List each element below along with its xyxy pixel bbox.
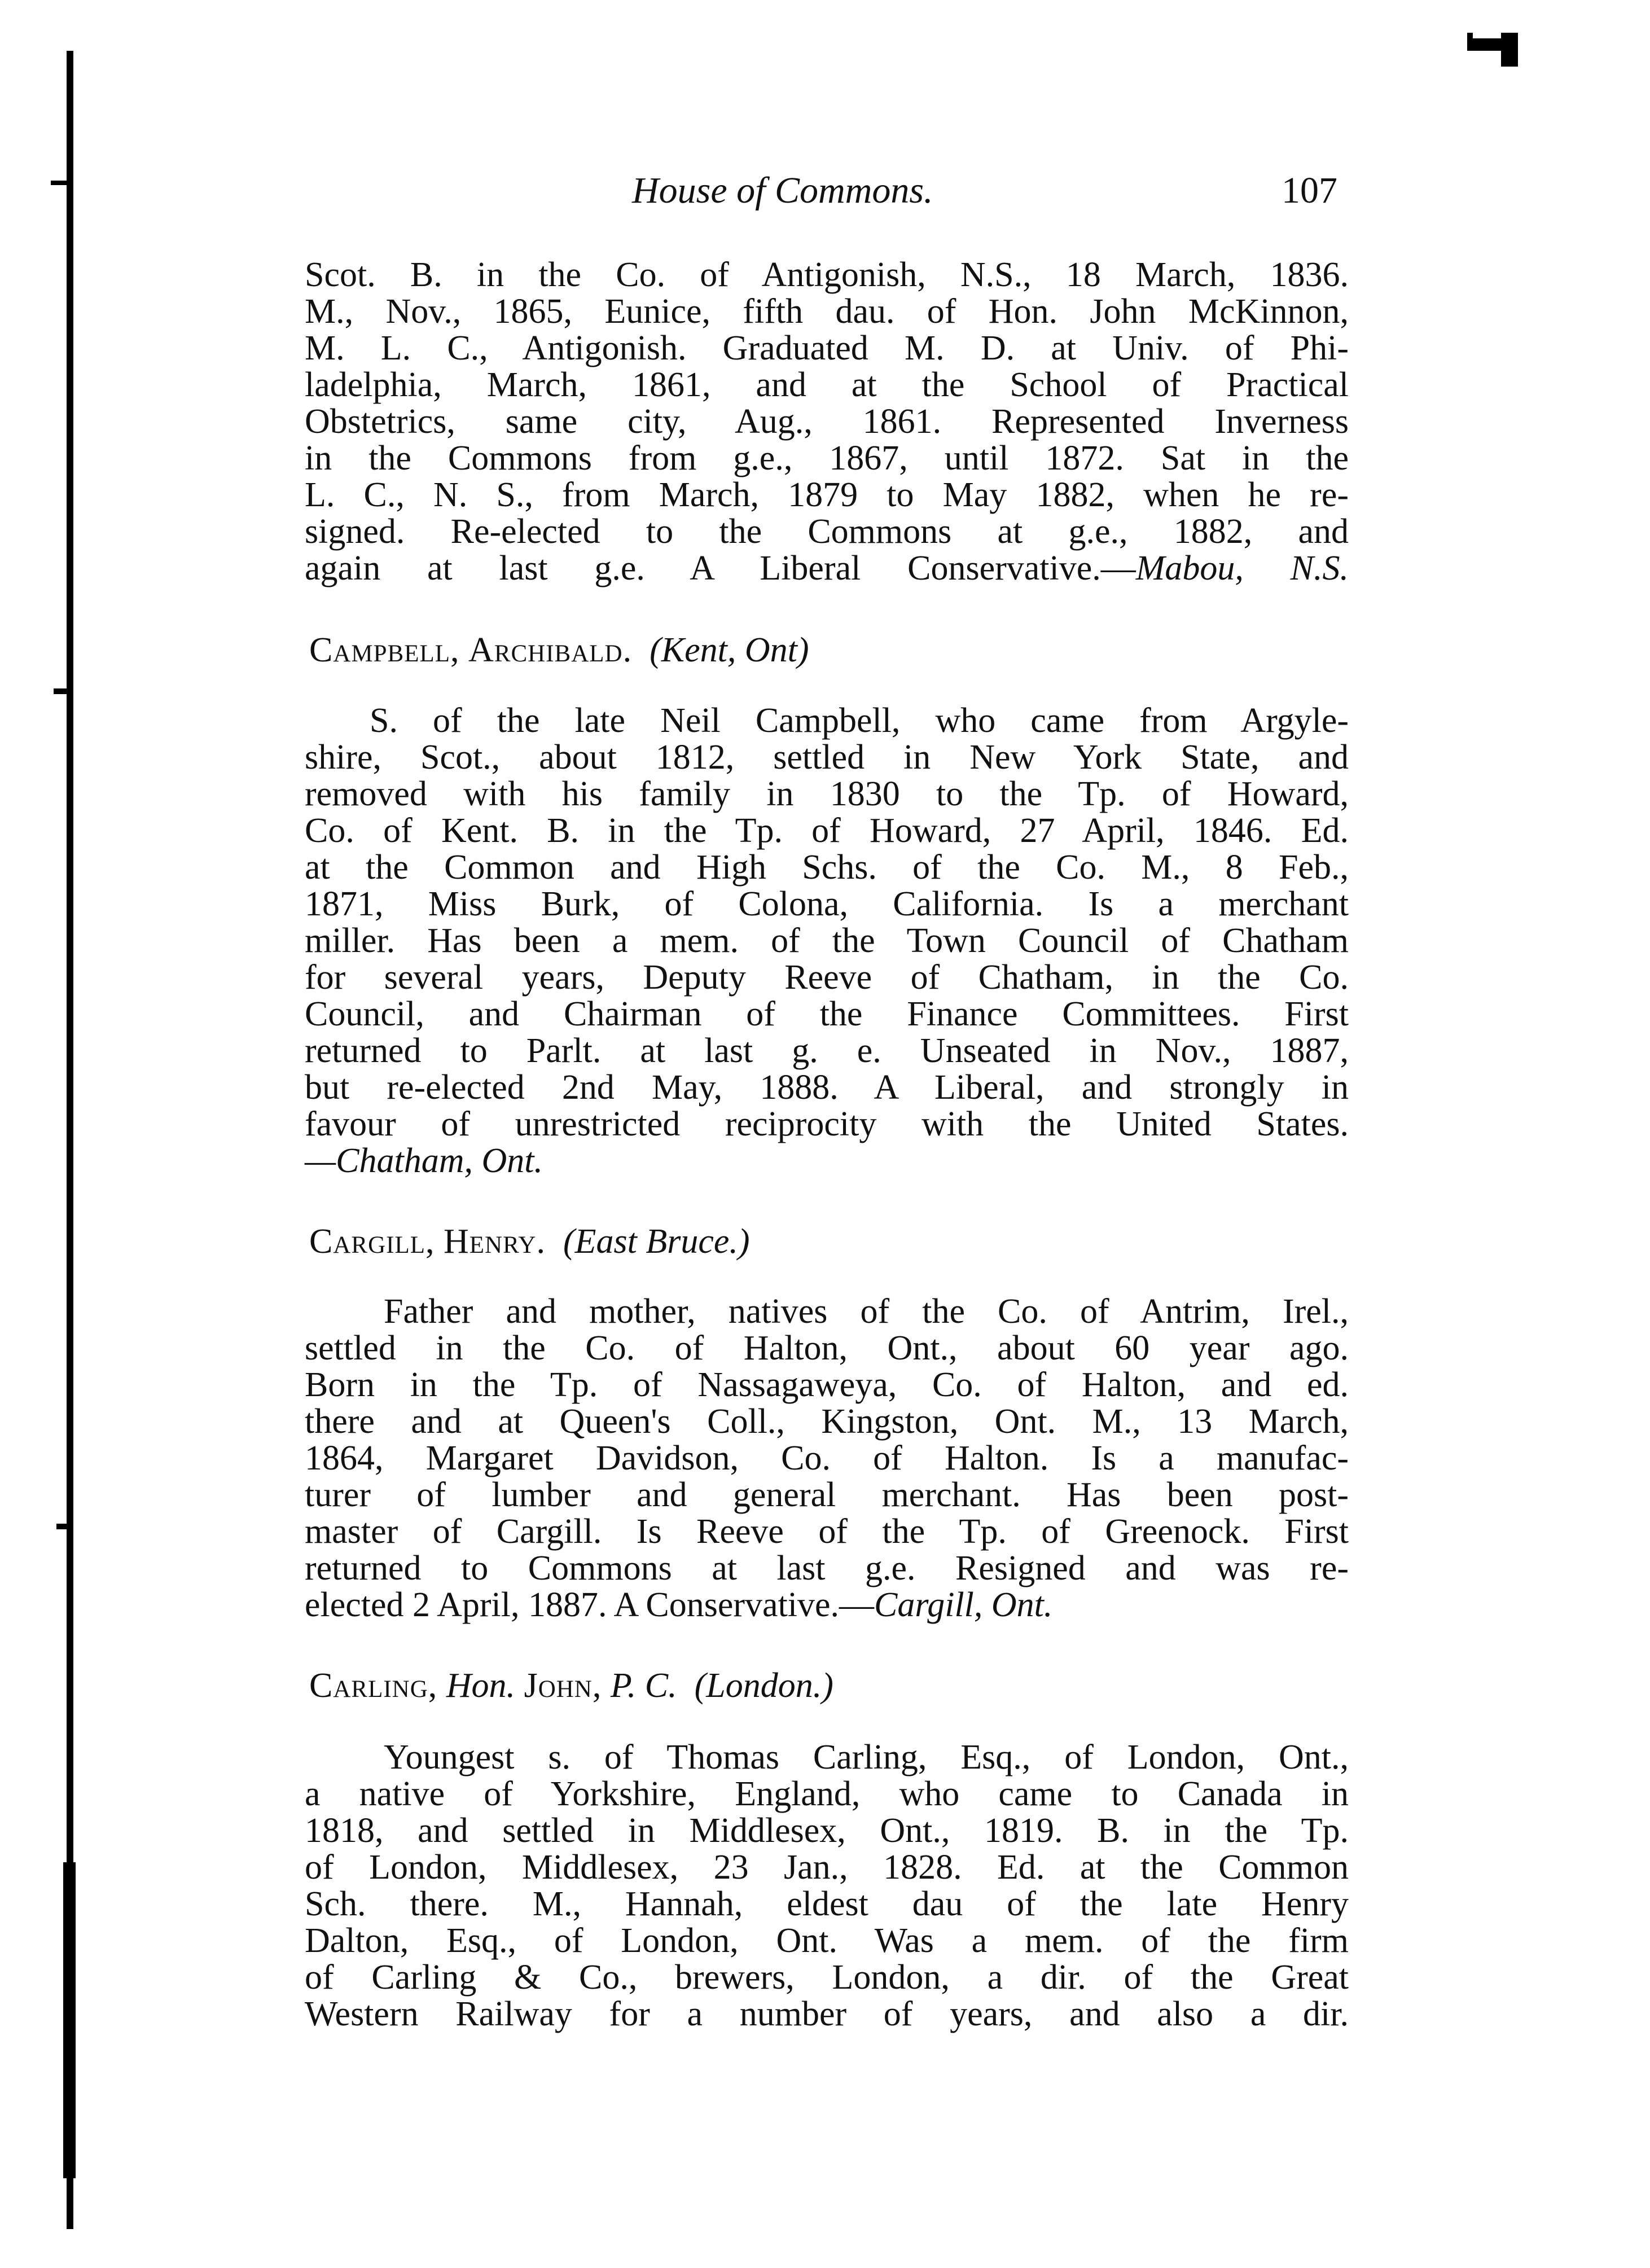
text-line: elected 2 April, 1887. A Conservative.—Cargill, Ont. [305,1586,1053,1624]
entry-heading-cargill [309,1223,750,1260]
binding-notch [54,688,73,694]
text-line: again at last g.e. A Liberal Conservative.—Mabou, N.S. [305,549,1349,587]
text-line: 1818, and settled in Middlesex, Ont., 1819. B. in the Tp. [305,1811,1349,1850]
text-line: Youngest s. of Thomas Carling, Esq., of London, Ont., [384,1738,1349,1776]
constituency: (London.) [694,1666,833,1705]
surname: Campbell, [309,631,460,669]
surname: Cargill, [309,1222,435,1261]
honorific: Hon. [446,1666,516,1705]
text-line: there and at Queen's Coll., Kingston, Ont. M., 13 March, [305,1402,1349,1441]
text-line: of Carling & Co., brewers, London, a dir. of the Great [305,1958,1349,1997]
text-line: Council, and Chairman of the Finance Committees. First [305,995,1349,1033]
text-line: M., Nov., 1865, Eunice, fifth dau. of Hon. John McKinnon, [305,292,1349,331]
text-line: returned to Commons at last g.e. Resigned and was re- [305,1549,1349,1587]
text-line: 1864, Margaret Davidson, Co. of Halton. Is a manufac- [305,1439,1349,1477]
residence: Cargill, Ont. [874,1586,1053,1624]
text-line: favour of unrestricted reciprocity with the United States. [305,1105,1349,1143]
constituency: (Kent, Ont) [650,631,809,669]
text-line: S. of the late Neil Campbell, who came from Argyle- [370,701,1349,740]
scan-corner-mark [1467,33,1518,72]
text-line: removed with his family in 1830 to the Tp. of Howard, [305,775,1349,813]
constituency: (East Bruce.) [563,1222,750,1261]
title: P. C. [610,1666,677,1705]
given-name: Henry. [444,1222,546,1261]
binding-notch [56,1524,73,1529]
residence: Mabou, N.S. [1135,549,1349,587]
text-line: a native of Yorkshire, England, who came to Canada in [305,1775,1349,1813]
text-line: L. C., N. S., from March, 1879 to May 1882, when he re- [305,476,1349,514]
text-line: settled in the Co. of Halton, Ont., about 60 year ago. [305,1329,1349,1367]
page-number: 107 [1282,170,1337,211]
text-line: M. L. C., Antigonish. Graduated M. D. at Univ. of Phi- [305,329,1349,367]
text-line: Western Railway for a number of years, and also a dir. [305,1995,1349,2033]
text-line: master of Cargill. Is Reeve of the Tp. of Greenock. First [305,1512,1349,1551]
given-name: Archibald. [468,631,633,669]
entry-continuation-body [305,257,1349,587]
running-head [632,169,1337,220]
text-line: returned to Parlt. at last g. e. Unseated in Nov., 1887, [305,1032,1349,1070]
text-line: Father and mother, natives of the Co. of Antrim, Irel., [384,1292,1349,1331]
entry-body-campbell [305,703,1349,1179]
binding-notch [51,181,73,185]
text-line: but re-elected 2nd May, 1888. A Liberal, and strongly in [305,1068,1349,1107]
running-title: House of Commons. [632,170,933,211]
text-line: Scot. B. in the Co. of Antigonish, N.S., 18 March, 1836. [305,256,1349,294]
entry-body-cargill [305,1293,1349,1624]
text-line: of London, Middlesex, 23 Jan., 1828. Ed. at the Common [305,1848,1349,1887]
entry-heading-carling [309,1668,833,1704]
text-line: signed. Re-elected to the Commons at g.e., 1882, and [305,512,1349,551]
binding-edge-thick [63,1862,76,2178]
text-line: 1871, Miss Burk, of Colona, California. Is a merchant [305,885,1349,923]
residence: —Chatham, Ont. [305,1142,543,1180]
given-name: John, [524,1666,602,1705]
entry-body-carling [305,1739,1349,2033]
text-line: miller. Has been a mem. of the Town Council of Chatham [305,922,1349,960]
text-line: for several years, Deputy Reeve of Chatham, in the Co. [305,958,1349,997]
text-line: turer of lumber and general merchant. Has been post- [305,1476,1349,1514]
text-line: ladelphia, March, 1861, and at the School of Practical [305,366,1349,404]
text-line: Sch. there. M., Hannah, eldest dau of the late Henry [305,1885,1349,1923]
surname: Carling, [309,1666,438,1705]
entry-heading-campbell [309,632,809,669]
text-line: Dalton, Esq., of London, Ont. Was a mem. of the firm [305,1922,1349,1960]
text-line: at the Common and High Schs. of the Co. M., 8 Feb., [305,848,1349,887]
text-line: shire, Scot., about 1812, settled in New York State, and [305,738,1349,777]
text-line: Obstetrics, same city, Aug., 1861. Represented Inverness [305,402,1349,441]
text-line: Co. of Kent. B. in the Tp. of Howard, 27 April, 1846. Ed. [305,811,1349,850]
text-line: in the Commons from g.e., 1867, until 1872. Sat in the [305,439,1349,477]
text-line: Born in the Tp. of Nassagaweya, Co. of Halton, and ed. [305,1366,1349,1404]
